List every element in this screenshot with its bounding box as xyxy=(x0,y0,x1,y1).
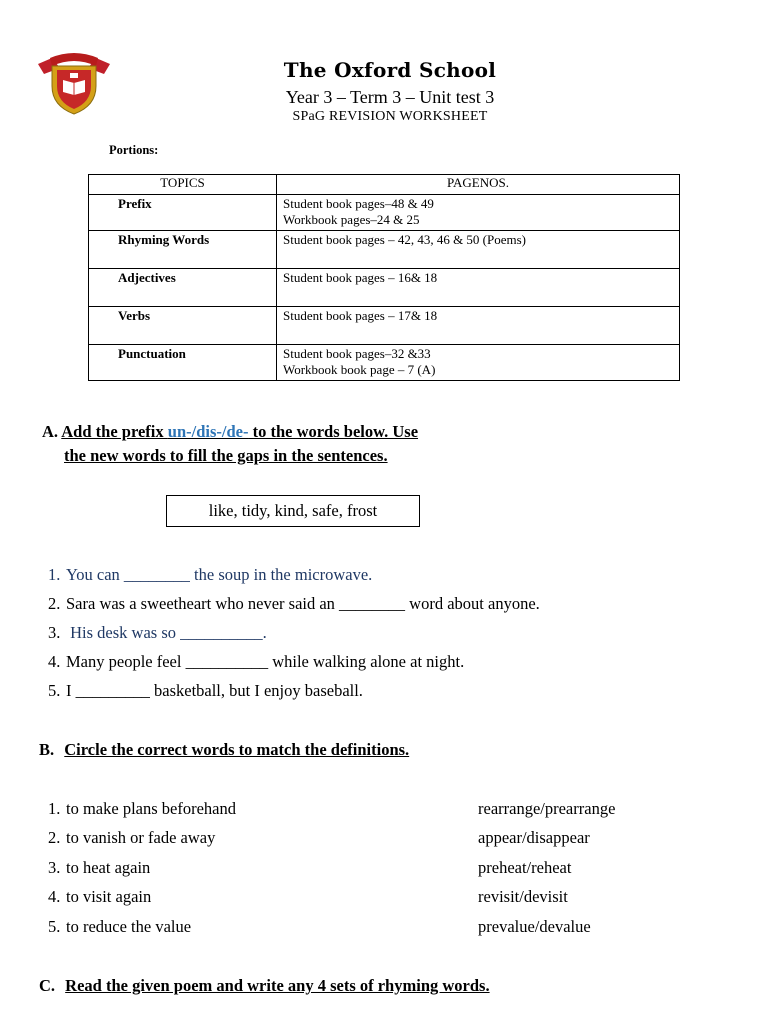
section-letter: C. xyxy=(39,976,56,995)
item-number: 5. xyxy=(48,681,61,700)
table-row xyxy=(89,195,680,231)
portions-label: Portions: xyxy=(109,143,159,157)
instruction-text: Add the prefix xyxy=(61,422,168,441)
definition-text: to visit again xyxy=(66,887,152,906)
section-b-instruction: Circle the correct words to match the definitions. xyxy=(64,740,410,759)
item-number: 3. xyxy=(48,623,61,642)
section-c-instruction: Read the given poem and write any 4 sets of rhyming words. xyxy=(65,976,490,995)
section-a-instruction-line1 xyxy=(61,422,418,441)
definition-text: to make plans beforehand xyxy=(66,799,236,818)
item-text: Sara was a sweetheart who never said an ________ word about anyone. xyxy=(66,594,540,613)
table-header-row xyxy=(89,175,680,195)
section-letter: B. xyxy=(39,740,55,759)
portions-table xyxy=(88,174,680,381)
pages-line: Student book pages – 17& 18 xyxy=(283,308,438,323)
topic-cell: Prefix xyxy=(89,195,277,231)
pages-line: Student book pages–32 &33 xyxy=(283,346,431,361)
definition-row xyxy=(48,858,748,878)
worksheet-title: SPaG REVISION WORKSHEET xyxy=(292,109,488,124)
list-item xyxy=(48,565,372,585)
pages-line: Student book pages – 42, 43, 46 & 50 (Poems) xyxy=(283,232,527,247)
pages-cell xyxy=(277,269,680,307)
section-b-heading xyxy=(39,740,409,760)
item-text: His desk was so __________. xyxy=(66,623,267,642)
pages-cell xyxy=(277,231,680,269)
definition-text: to heat again xyxy=(66,858,151,877)
definition-text: to reduce the value xyxy=(66,917,192,936)
list-item xyxy=(48,594,540,614)
item-number: 1. xyxy=(48,565,61,584)
table-row xyxy=(89,307,680,345)
item-number: 4. xyxy=(48,652,61,671)
item-number: 4. xyxy=(48,887,61,906)
table-header-pagenos: PAGENOS. xyxy=(277,175,680,195)
item-text: Many people feel __________ while walking alone at night. xyxy=(66,652,465,671)
term-title: Year 3 – Term 3 – Unit test 3 xyxy=(285,87,495,107)
table-row xyxy=(89,345,680,381)
answer-options: revisit/devisit xyxy=(478,887,568,906)
definition-row xyxy=(48,799,748,819)
pages-cell xyxy=(277,307,680,345)
definition-row xyxy=(48,887,748,907)
table-row xyxy=(89,269,680,307)
prefix-list: un-/dis-/de- xyxy=(167,422,249,441)
section-a-instruction-line2: the new words to fill the gaps in the sentences. xyxy=(64,446,388,465)
table-row xyxy=(89,231,680,269)
item-text: You can ________ the soup in the microwave. xyxy=(66,565,373,584)
list-item xyxy=(48,652,464,672)
answer-options: prevalue/devalue xyxy=(478,917,591,936)
definition-text: to vanish or fade away xyxy=(66,828,216,847)
item-text: I _________ basketball, but I enjoy baseball. xyxy=(66,681,363,700)
pages-line: Workbook book page – 7 (A) xyxy=(283,362,436,377)
school-name: The Oxford School xyxy=(283,58,497,82)
pages-line: Workbook pages–24 & 25 xyxy=(283,212,420,227)
pages-cell xyxy=(277,345,680,381)
definition-row xyxy=(48,917,748,937)
item-number: 2. xyxy=(48,594,61,613)
answer-options: preheat/reheat xyxy=(478,858,572,877)
answer-options: rearrange/prearrange xyxy=(478,799,616,818)
item-number: 1. xyxy=(48,799,61,818)
word-box: like, tidy, kind, safe, frost xyxy=(166,495,420,527)
item-number: 5. xyxy=(48,917,61,936)
pages-cell xyxy=(277,195,680,231)
topic-cell: Rhyming Words xyxy=(89,231,277,269)
table-header-topics: TOPICS xyxy=(89,175,277,195)
pages-line: Student book pages – 16& 18 xyxy=(283,270,438,285)
section-letter: A. xyxy=(42,422,59,441)
item-number: 2. xyxy=(48,828,61,847)
instruction-text: to the words below. Use xyxy=(248,422,419,441)
answer-options: appear/disappear xyxy=(478,828,590,847)
topic-cell: Punctuation xyxy=(89,345,277,381)
pages-line: Student book pages–48 & 49 xyxy=(283,196,434,211)
topic-cell: Adjectives xyxy=(89,269,277,307)
list-item xyxy=(48,681,363,701)
section-c-heading xyxy=(39,976,490,996)
definition-row xyxy=(48,828,748,848)
item-number: 3. xyxy=(48,858,61,877)
topic-cell: Verbs xyxy=(89,307,277,345)
section-a-heading xyxy=(42,422,418,442)
list-item xyxy=(48,623,267,643)
